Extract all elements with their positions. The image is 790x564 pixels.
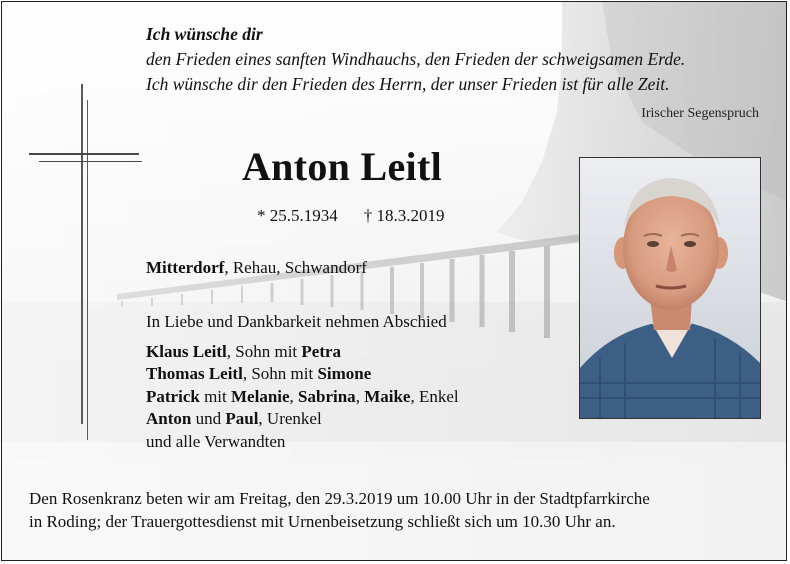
- mourner-name: Maike: [364, 386, 411, 406]
- obituary-card: [1, 1, 787, 561]
- separator: ,: [355, 386, 365, 406]
- mourner-relation: mit: [199, 386, 231, 406]
- poem: [146, 22, 685, 97]
- cross-icon: [81, 84, 83, 424]
- places: [146, 258, 367, 278]
- deceased-name: Anton Leitl: [242, 144, 442, 189]
- poem-source: Irischer Segenspruch: [641, 106, 759, 121]
- poem-line-2: den Frieden eines sanften Windhauchs, den Frieden der schweigsamen Erde.: [146, 49, 686, 69]
- mourner-row: und alle Verwandten: [146, 431, 286, 451]
- mourner-name: Patrick: [146, 386, 200, 406]
- poem-line-1: Ich wünsche dir: [146, 24, 263, 44]
- service-notice: [29, 487, 650, 533]
- birth-date: * 25.5.1934: [257, 206, 338, 225]
- mourner-name: Klaus Leitl: [146, 342, 227, 361]
- death-date: † 18.3.2019: [363, 206, 445, 225]
- mourner-name: Paul: [225, 409, 259, 429]
- mourner-name: Simone: [317, 364, 372, 384]
- portrait-image: [580, 158, 760, 418]
- mourner-name: Melanie: [231, 386, 290, 406]
- cross-icon-shadow-vertical: [87, 100, 88, 440]
- mourner-row: [146, 363, 459, 385]
- mourner-row: [146, 341, 459, 363]
- service-notice-line-2: in Roding; der Trauergottesdienst mit Urnenbeisetzung schließt sich um 10.30 Uhr an.: [29, 512, 616, 531]
- service-notice-line-1: Den Rosenkranz beten wir am Freitag, den 29.3.2019 um 10.00 Uhr in der Stadtpfarrkirche: [29, 489, 650, 508]
- place-primary: Mitterdorf: [146, 258, 225, 277]
- poem-line-3: Ich wünsche dir den Frieden des Herrn, der unser Frieden ist für alle Zeit.: [146, 74, 670, 94]
- mourner-relation: , Sohn mit: [242, 364, 318, 384]
- mourner-relation: , Enkel: [410, 386, 459, 406]
- mourner-name: Petra: [301, 342, 342, 361]
- mourner-name: Thomas Leitl: [146, 364, 243, 384]
- portrait-photo: [579, 157, 761, 419]
- life-dates: [257, 206, 445, 226]
- mourner-row: [146, 386, 459, 408]
- place-others: , Rehau, Schwandorf: [224, 258, 367, 277]
- mourner-relation: , Sohn mit: [226, 342, 302, 361]
- separator: ,: [289, 386, 299, 406]
- mourner-relation: , Urenkel: [258, 409, 322, 429]
- mourner-relation: und: [191, 409, 226, 429]
- cross-icon-bar: [29, 153, 139, 155]
- cross-icon-shadow-horizontal: [39, 161, 142, 162]
- mourner-row: [146, 408, 459, 430]
- farewell-text: In Liebe und Dankbarkeit nehmen Abschied: [146, 312, 447, 331]
- mourner-name: Sabrina: [298, 386, 356, 406]
- mourner-name: Anton: [146, 409, 192, 429]
- mourners-list: [146, 341, 459, 453]
